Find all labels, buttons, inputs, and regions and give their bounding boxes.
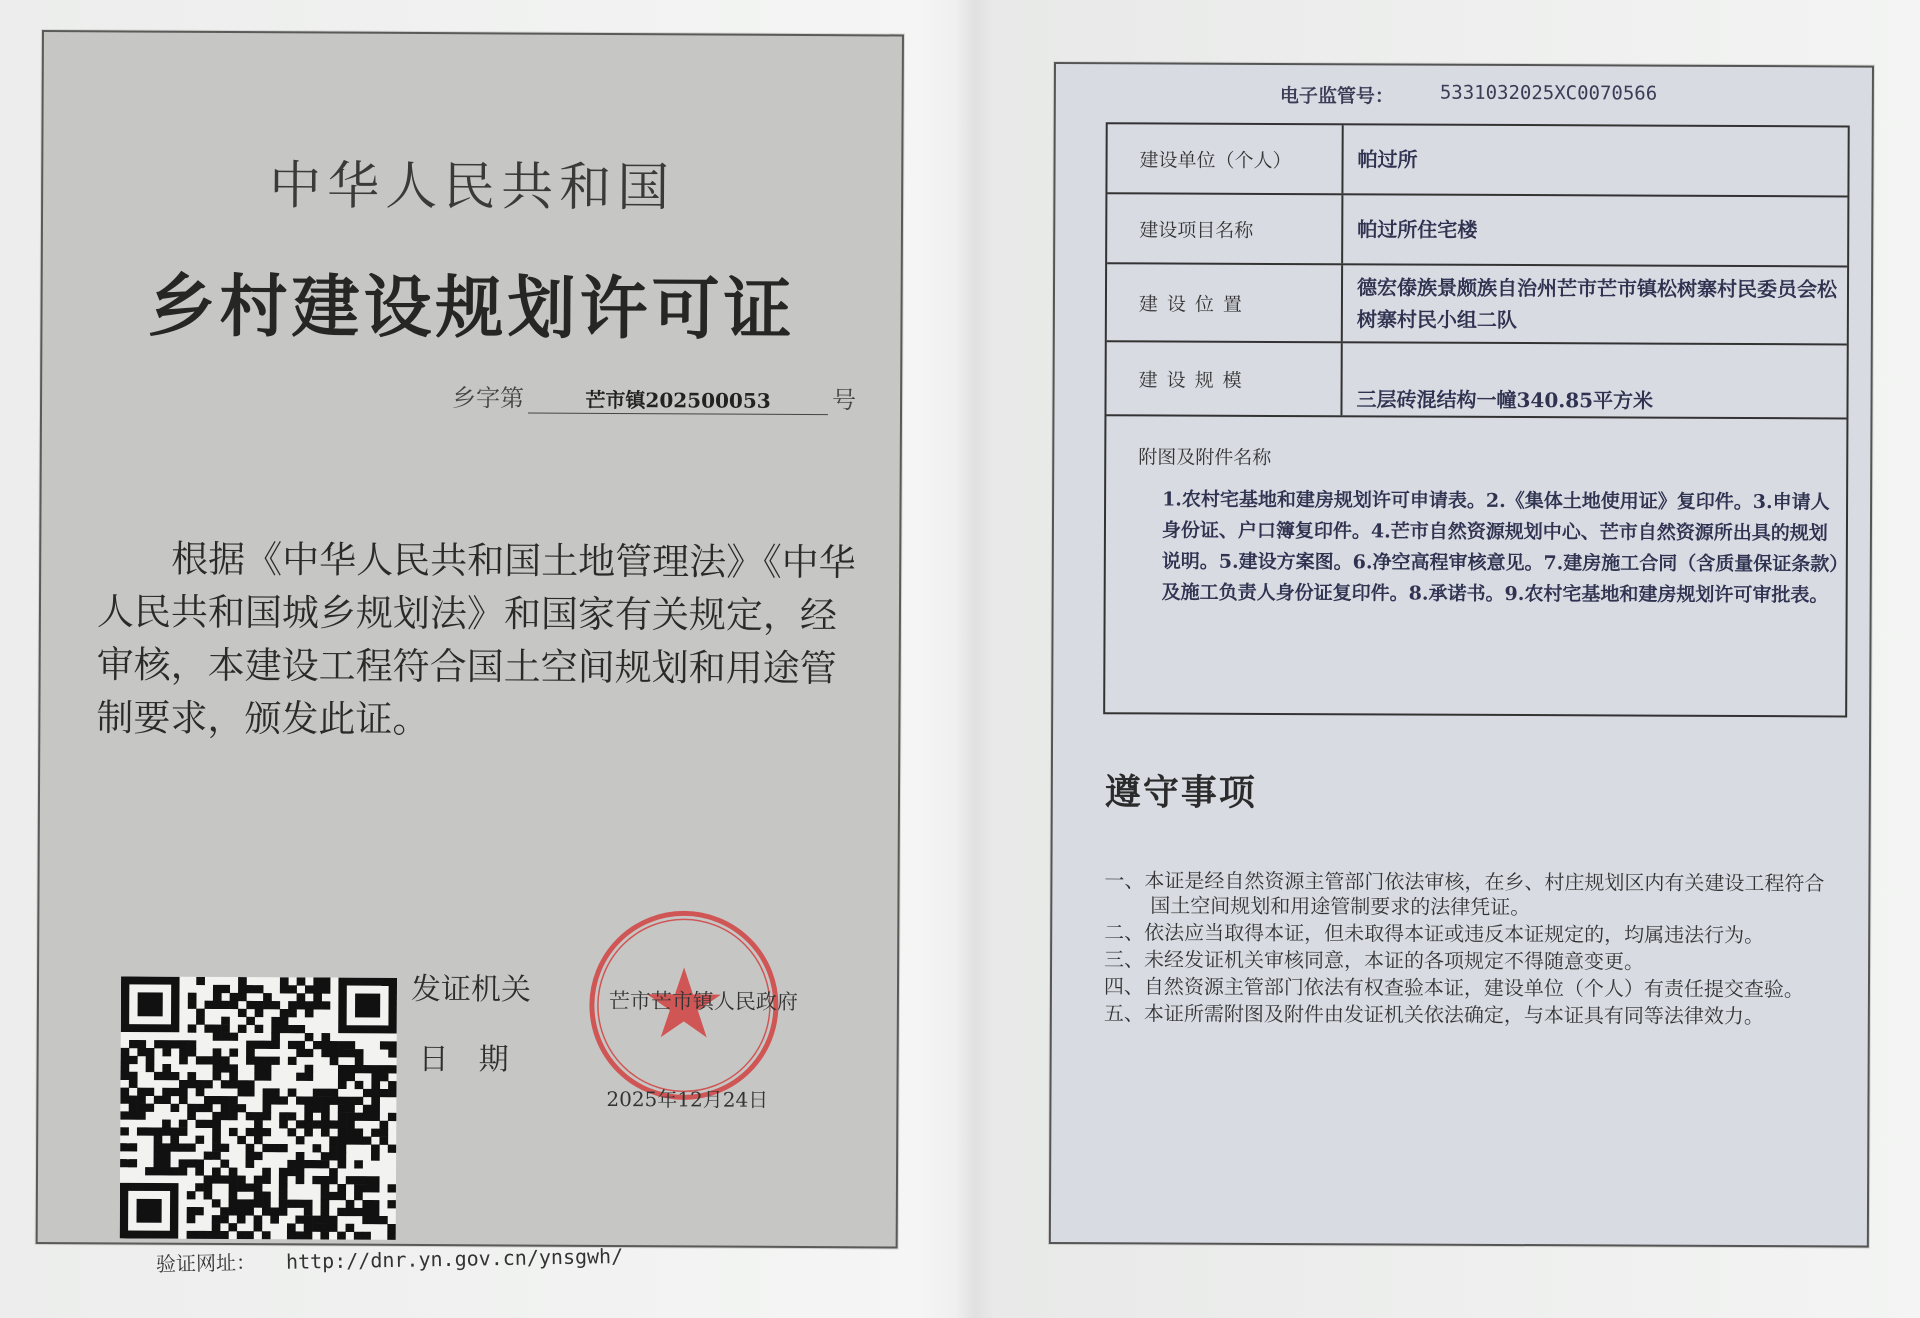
- attachments-label: 附图及附件名称: [1138, 446, 1272, 469]
- row-value: 帕过所住宅楼: [1357, 217, 1478, 242]
- verify-url: http://dnr.yn.gov.cn/ynsgwh/: [285, 1243, 624, 1274]
- permit-title: 乡村建设规划许可证: [147, 267, 796, 350]
- table-row: [1107, 264, 1847, 345]
- row-value: 德宏傣族景颇族自治州芒市芒市镇松树寨村民委员会松树寨村民小组二队: [1356, 275, 1838, 333]
- permit-detail-page: [1049, 62, 1874, 1248]
- rules-title: 遵守事项: [1104, 772, 1257, 814]
- permit-detail-table: [1103, 122, 1850, 717]
- list-item: 四、自然资源主管部门依法有权查验本证，建设单位（个人）有责任提交查验。: [1103, 974, 1805, 1002]
- monitor-number-value: 5331032025XC0070566: [1439, 81, 1658, 105]
- row-label: 建设单位（个人）: [1107, 124, 1343, 193]
- row-label: 建设位置: [1107, 264, 1343, 341]
- table-row: [1106, 342, 1846, 419]
- issue-date: 2025年12月24日: [606, 1086, 769, 1112]
- table-row: [1107, 194, 1847, 267]
- permit-body-text: 根据《中华人民共和国土地管理法》《中华人民共和国城乡规划法》和国家有关规定，经审核，本建设工程符合国土空间规划和用途管制要求，颁发此证。: [96, 537, 856, 742]
- rules-list: [1104, 868, 1833, 1031]
- row-value: 帕过所: [1357, 147, 1418, 172]
- permit-number: [452, 378, 856, 415]
- verify-label: 验证网址：: [155, 1250, 257, 1277]
- row-value: 三层砖混结构一幢340.85平方米: [1356, 387, 1654, 413]
- issuer-label: 发证机关: [410, 971, 532, 1008]
- permit-cover-page: [36, 30, 904, 1248]
- list-item: 三、未经发证机关审核同意，本证的各项规定不得随意变更。: [1104, 947, 1645, 974]
- qr-code-icon: [120, 976, 397, 1239]
- list-item: 五、本证所需附图及附件由发证机关依法确定，与本证具有同等法律效力。: [1103, 1001, 1764, 1029]
- issuer-value: 芒市芒市镇人民政府: [608, 988, 798, 1014]
- table-row: [1107, 124, 1847, 197]
- date-label: 日期: [418, 1041, 539, 1078]
- monitor-number-label: 电子监管号：: [1279, 84, 1394, 108]
- verify-line: [156, 1240, 624, 1277]
- row-label: 建设项目名称: [1107, 194, 1343, 263]
- permit-number-value: 芒市镇202500053: [528, 384, 828, 416]
- attachments-text: 1.农村宅基地和建房规划许可申请表。2.《集体土地使用证》复印件。3.申请人身份证、户口簿复印件。4.芒市自然资源规划中心、芒市自然资源所出具的规划说明。5.建设方案图。6.净空高程审核意见。7.建房施工合同（含质量保证条款）及施工负责人身份证复印件。8.承诺书。9.农村宅基地和建房规划许可审批表。: [1161, 488, 1839, 607]
- list-item: 二、依法应当取得本证，但未取得本证或违反本证规定的，均属违法行为。: [1104, 920, 1765, 948]
- permit-number-suffix: 号: [831, 386, 857, 415]
- list-item: 一、本证是经自然资源主管部门依法审核，在乡、村庄规划区内有关建设工程符合国土空间规划和用途管制要求的法律凭证。: [1104, 868, 1825, 920]
- row-label: 建设规模: [1106, 342, 1342, 415]
- page-fold: [955, 0, 995, 1318]
- permit-number-prefix: 乡字第: [452, 384, 525, 413]
- country-heading: 中华人民共和国: [269, 156, 676, 219]
